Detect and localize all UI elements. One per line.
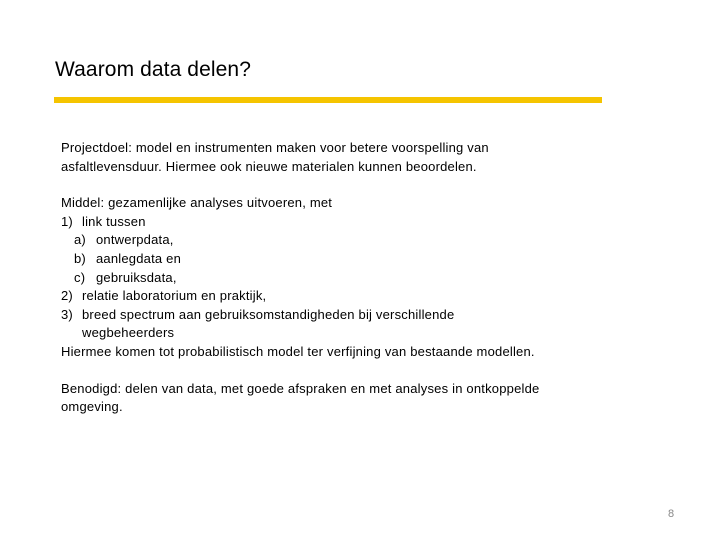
list-item-number: 3) bbox=[61, 306, 73, 322]
list-item bbox=[61, 306, 621, 325]
goal-paragraph bbox=[61, 139, 621, 176]
sub-list-item-text: aanlegdata en bbox=[96, 250, 182, 266]
sub-list-item-letter: b) bbox=[74, 250, 86, 266]
list-item-continuation: wegbeheerders bbox=[82, 325, 175, 341]
slide-content bbox=[61, 139, 621, 417]
paragraph-spacer bbox=[61, 362, 621, 380]
goal-line-2: asfaltlevensduur. Hiermee ook nieuwe materialen kunnen beoordelen. bbox=[61, 158, 477, 174]
slide-title: Waarom data delen? bbox=[55, 58, 251, 81]
sub-list-item-letter: c) bbox=[74, 269, 86, 285]
list-item bbox=[61, 287, 621, 306]
sub-list-item-text: ontwerpdata, bbox=[96, 232, 174, 248]
means-paragraph bbox=[61, 194, 621, 361]
means-intro: Middel: gezamenlijke analyses uitvoeren, met bbox=[61, 195, 333, 211]
list-item-number: 1) bbox=[61, 213, 73, 229]
sub-list-item bbox=[61, 231, 621, 250]
sub-list-item-text: gebruiksdata, bbox=[96, 269, 177, 285]
list-item-text: relatie laboratorium en praktijk, bbox=[82, 288, 267, 304]
list-item-text: breed spectrum aan gebruiksomstandigheden bij verschillende bbox=[82, 306, 455, 322]
title-accent-bar bbox=[54, 97, 602, 103]
sub-list-item bbox=[61, 269, 621, 288]
list-item-text: link tussen bbox=[82, 213, 146, 229]
sub-list-item-letter: a) bbox=[74, 232, 86, 248]
means-conclusion: Hiermee komen tot probabilistisch model ter verfijning van bestaande modellen. bbox=[61, 343, 535, 359]
needed-line-1: Benodigd: delen van data, met goede afspraken en met analyses in ontkoppelde bbox=[61, 380, 540, 396]
list-item-number: 2) bbox=[61, 288, 73, 304]
list-item bbox=[61, 213, 621, 232]
goal-line-1: Projectdoel: model en instrumenten maken voor betere voorspelling van bbox=[61, 140, 489, 155]
needed-paragraph bbox=[61, 380, 621, 417]
paragraph-spacer bbox=[61, 176, 621, 194]
sub-list-item bbox=[61, 250, 621, 269]
page-number: 8 bbox=[668, 508, 675, 520]
needed-line-2: omgeving. bbox=[61, 399, 123, 415]
